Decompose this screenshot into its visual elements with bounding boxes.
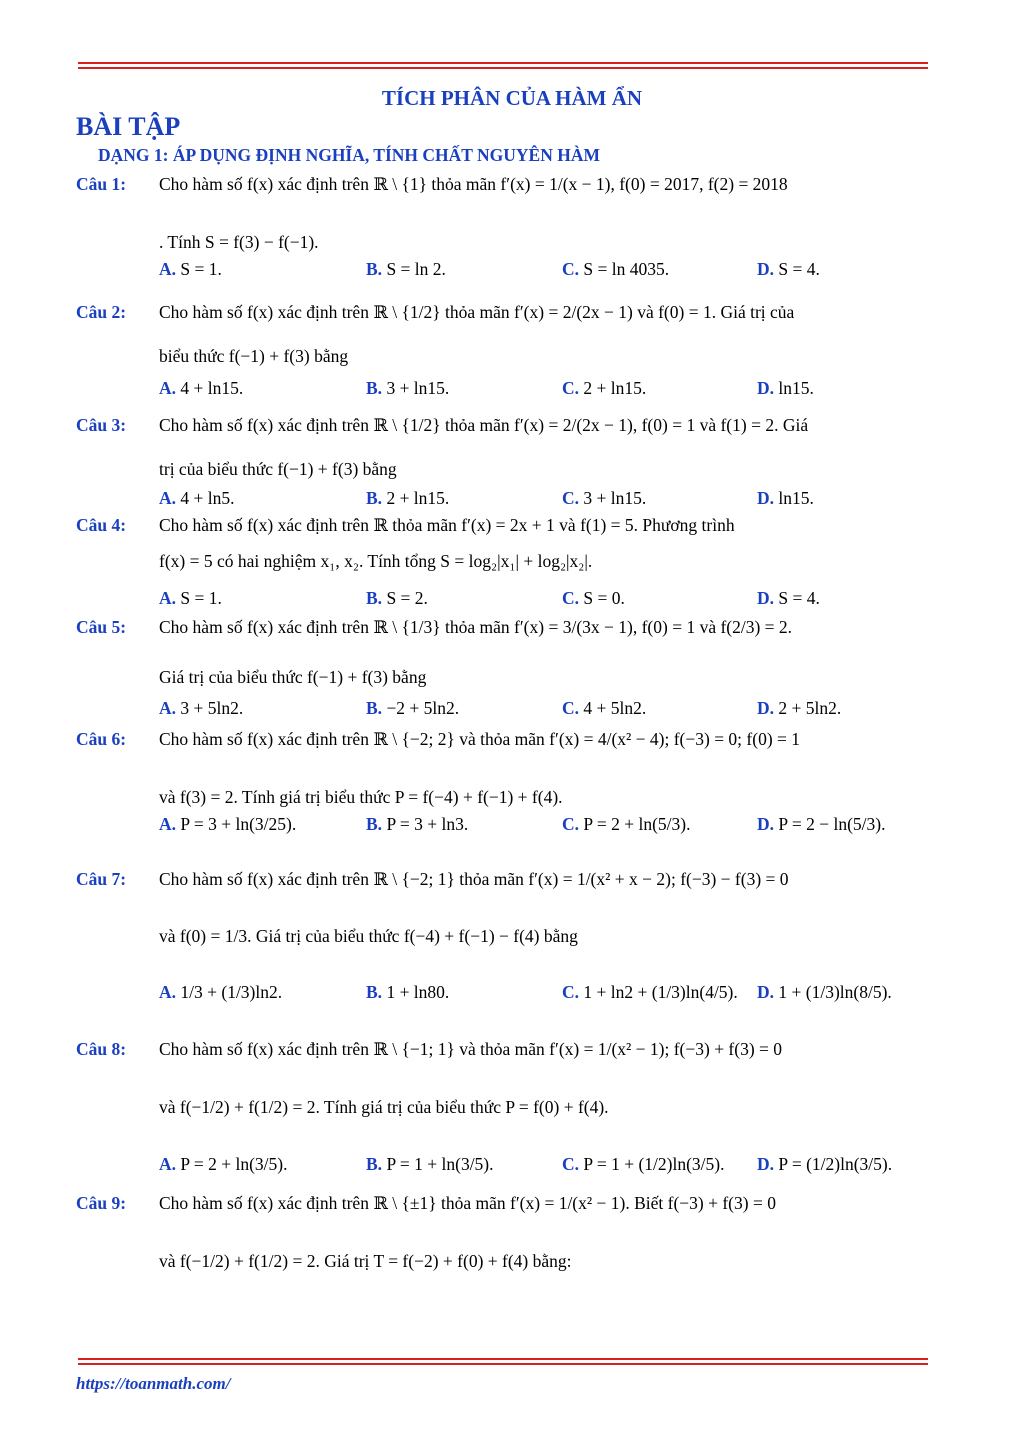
option-letter: B. — [366, 259, 383, 279]
option-value: 3 + ln15. — [583, 488, 647, 508]
answer-options — [159, 1151, 928, 1177]
option-letter: A. — [159, 814, 177, 834]
answer-option[interactable] — [159, 979, 282, 1005]
answer-option[interactable] — [757, 979, 892, 1005]
option-letter: B. — [366, 814, 383, 834]
question-text-continued: và f(−1/2) + f(1/2) = 2. Giá trị T = f(−2) + f(0) + f(4) bằng: — [159, 1251, 572, 1271]
option-letter: C. — [562, 698, 580, 718]
option-value: P = 3 + ln3. — [386, 814, 469, 834]
answer-option[interactable] — [757, 811, 885, 837]
option-value: −2 + 5ln2. — [386, 698, 460, 718]
option-letter: C. — [562, 814, 580, 834]
option-value: S = 4. — [778, 259, 820, 279]
option-letter: D. — [757, 259, 775, 279]
option-letter: D. — [757, 488, 775, 508]
option-value: 2 + 5ln2. — [778, 698, 842, 718]
answer-option[interactable] — [757, 1151, 892, 1177]
answer-options — [159, 979, 928, 1005]
answer-option[interactable] — [562, 979, 738, 1005]
question-label: Câu 2: — [76, 302, 127, 322]
option-value: P = 2 + ln(5/3). — [583, 814, 691, 834]
question-text: Cho hàm số f(x) xác định trên ℝ \ {−1; 1} và thỏa mãn f′(x) = 1/(x² − 1); f(−3) + f(3) = 0 — [159, 1039, 783, 1059]
answer-options — [159, 585, 928, 611]
option-value: P = 2 + ln(3/5). — [180, 1154, 288, 1174]
answer-options — [159, 256, 928, 282]
option-letter: A. — [159, 378, 177, 398]
footer-rule-bottom — [78, 1363, 928, 1365]
option-letter: B. — [366, 378, 383, 398]
option-value: S = ln 4035. — [583, 259, 670, 279]
answer-option[interactable] — [757, 695, 841, 721]
option-letter: D. — [757, 698, 775, 718]
question-label: Câu 9: — [76, 1193, 127, 1213]
option-value: 4 + ln5. — [180, 488, 235, 508]
option-value: ln15. — [778, 488, 814, 508]
answer-option[interactable] — [757, 375, 814, 401]
answer-option[interactable] — [757, 585, 820, 611]
option-value: 3 + 5ln2. — [180, 698, 244, 718]
header-rule-bottom — [78, 67, 928, 69]
option-letter: A. — [159, 588, 177, 608]
answer-options — [159, 375, 928, 401]
option-letter: C. — [562, 982, 580, 1002]
option-letter: B. — [366, 982, 383, 1002]
option-letter: D. — [757, 588, 775, 608]
question-text-continued: Giá trị của biểu thức f(−1) + f(3) bằng — [159, 667, 427, 687]
answer-option[interactable] — [366, 811, 468, 837]
question-text-continued: f(x) = 5 có hai nghiệm x₁, x₂. Tính tổng S = log₂|x₁| + log₂|x₂|. — [159, 551, 593, 571]
answer-option[interactable] — [159, 695, 243, 721]
question-label: Câu 3: — [76, 415, 127, 435]
answer-option[interactable] — [366, 979, 449, 1005]
question-text: Cho hàm số f(x) xác định trên ℝ \ {−2; 1} thỏa mãn f′(x) = 1/(x² + x − 2); f(−3) − f(3) = 0 — [159, 869, 789, 889]
option-letter: B. — [366, 588, 383, 608]
question-text: Cho hàm số f(x) xác định trên ℝ \ {1/2} thỏa mãn f′(x) = 2/(2x − 1) và f(0) = 1. Giá trị của — [159, 302, 795, 322]
header-rule-top — [78, 62, 928, 64]
option-value: 2 + ln15. — [386, 488, 450, 508]
question-label: Câu 8: — [76, 1039, 127, 1059]
option-value: 4 + 5ln2. — [583, 698, 647, 718]
option-letter: C. — [562, 588, 580, 608]
option-letter: B. — [366, 1154, 383, 1174]
question-text: Cho hàm số f(x) xác định trên ℝ thỏa mãn f′(x) = 2x + 1 và f(1) = 5. Phương trình — [159, 515, 735, 535]
question-text-continued: biểu thức f(−1) + f(3) bằng — [159, 346, 349, 366]
question-text-continued: trị của biểu thức f(−1) + f(3) bằng — [159, 459, 397, 479]
question-text: Cho hàm số f(x) xác định trên ℝ \ {±1} thỏa mãn f′(x) = 1/(x² − 1). Biết f(−3) + f(3) = 0 — [159, 1193, 776, 1213]
option-letter: B. — [366, 698, 383, 718]
option-value: 3 + ln15. — [386, 378, 450, 398]
option-value: S = 1. — [180, 588, 222, 608]
question-label: Câu 1: — [76, 174, 127, 194]
question-text-continued: và f(0) = 1/3. Giá trị của biểu thức f(−4) + f(−1) − f(4) bằng — [159, 926, 578, 946]
answer-option[interactable] — [366, 375, 449, 401]
question-text-continued: . Tính S = f(3) − f(−1). — [159, 232, 319, 252]
option-value: S = 4. — [778, 588, 820, 608]
question-text-continued: và f(−1/2) + f(1/2) = 2. Tính giá trị của biểu thức P = f(0) + f(4). — [159, 1097, 609, 1117]
option-value: S = 0. — [583, 588, 625, 608]
question-text: Cho hàm số f(x) xác định trên ℝ \ {1/3} thỏa mãn f′(x) = 3/(3x − 1), f(0) = 1 và f(2/3) = 2. — [159, 617, 793, 637]
answer-option[interactable] — [562, 256, 669, 282]
option-value: 1/3 + (1/3)ln2. — [180, 982, 283, 1002]
answer-options — [159, 811, 928, 837]
option-value: S = 2. — [386, 588, 428, 608]
option-value: 1 + ln80. — [386, 982, 450, 1002]
footer-rule-top — [78, 1358, 928, 1360]
answer-option[interactable] — [159, 585, 222, 611]
option-letter: C. — [562, 488, 580, 508]
answer-option[interactable] — [366, 585, 428, 611]
footer-website-link[interactable]: https://toanmath.com/ — [76, 1374, 231, 1393]
option-letter: D. — [757, 982, 775, 1002]
answer-option[interactable] — [562, 1151, 724, 1177]
question-label: Câu 5: — [76, 617, 127, 637]
subsection-heading: DẠNG 1: ÁP DỤNG ĐỊNH NGHĨA, TÍNH CHẤT NGUYÊN HÀM — [98, 145, 601, 165]
option-value: 4 + ln15. — [180, 378, 244, 398]
answer-option[interactable] — [159, 811, 296, 837]
answer-option[interactable] — [366, 1151, 494, 1177]
option-letter: A. — [159, 1154, 177, 1174]
option-value: P = 3 + ln(3/25). — [180, 814, 297, 834]
option-letter: D. — [757, 814, 775, 834]
option-value: 1 + ln2 + (1/3)ln(4/5). — [583, 982, 738, 1002]
option-value: P = 2 − ln(5/3). — [778, 814, 886, 834]
answer-option[interactable] — [159, 485, 235, 511]
option-value: P = 1 + ln(3/5). — [386, 1154, 494, 1174]
option-value: ln15. — [778, 378, 814, 398]
answer-option[interactable] — [562, 811, 690, 837]
document-title: TÍCH PHÂN CỦA HÀM ẨN — [381, 86, 643, 110]
option-letter: D. — [757, 378, 775, 398]
question-label: Câu 4: — [76, 515, 127, 535]
option-letter: C. — [562, 1154, 580, 1174]
answer-option[interactable] — [159, 256, 222, 282]
option-value: S = 1. — [180, 259, 222, 279]
option-letter: C. — [562, 378, 580, 398]
answer-option[interactable] — [757, 256, 820, 282]
option-letter: A. — [159, 488, 177, 508]
option-letter: D. — [757, 1154, 775, 1174]
answer-option[interactable] — [366, 485, 449, 511]
option-value: P = 1 + (1/2)ln(3/5). — [583, 1154, 725, 1174]
answer-option[interactable] — [562, 585, 625, 611]
answer-option[interactable] — [159, 375, 243, 401]
answer-option[interactable] — [757, 485, 814, 511]
answer-option[interactable] — [366, 695, 459, 721]
question-text-continued: và f(3) = 2. Tính giá trị biểu thức P = f(−4) + f(−1) + f(4). — [159, 787, 563, 807]
option-letter: B. — [366, 488, 383, 508]
option-value: S = ln 2. — [386, 259, 446, 279]
option-letter: A. — [159, 259, 177, 279]
question-text: Cho hàm số f(x) xác định trên ℝ \ {1/2} thỏa mãn f′(x) = 2/(2x − 1), f(0) = 1 và f(1) = 2. Giá — [159, 415, 809, 435]
question-label: Câu 6: — [76, 729, 127, 749]
answer-option[interactable] — [366, 256, 446, 282]
option-value: P = (1/2)ln(3/5). — [778, 1154, 893, 1174]
question-text: Cho hàm số f(x) xác định trên ℝ \ {−2; 2} và thỏa mãn f′(x) = 4/(x² − 4); f(−3) = 0; f(0) = 1 — [159, 729, 801, 749]
question-text: Cho hàm số f(x) xác định trên ℝ \ {1} thỏa mãn f′(x) = 1/(x − 1), f(0) = 2017, f(2) = 2018 — [159, 174, 788, 194]
answer-option[interactable] — [159, 1151, 287, 1177]
option-letter: C. — [562, 259, 580, 279]
section-heading: BÀI TẬP — [76, 112, 181, 141]
option-letter: A. — [159, 982, 177, 1002]
option-letter: A. — [159, 698, 177, 718]
option-value: 1 + (1/3)ln(8/5). — [778, 982, 892, 1002]
answer-option[interactable] — [562, 485, 646, 511]
answer-option[interactable] — [562, 375, 646, 401]
answer-options — [159, 485, 928, 511]
answer-options — [159, 695, 928, 721]
answer-option[interactable] — [562, 695, 646, 721]
option-value: 2 + ln15. — [583, 378, 647, 398]
question-label: Câu 7: — [76, 869, 127, 889]
